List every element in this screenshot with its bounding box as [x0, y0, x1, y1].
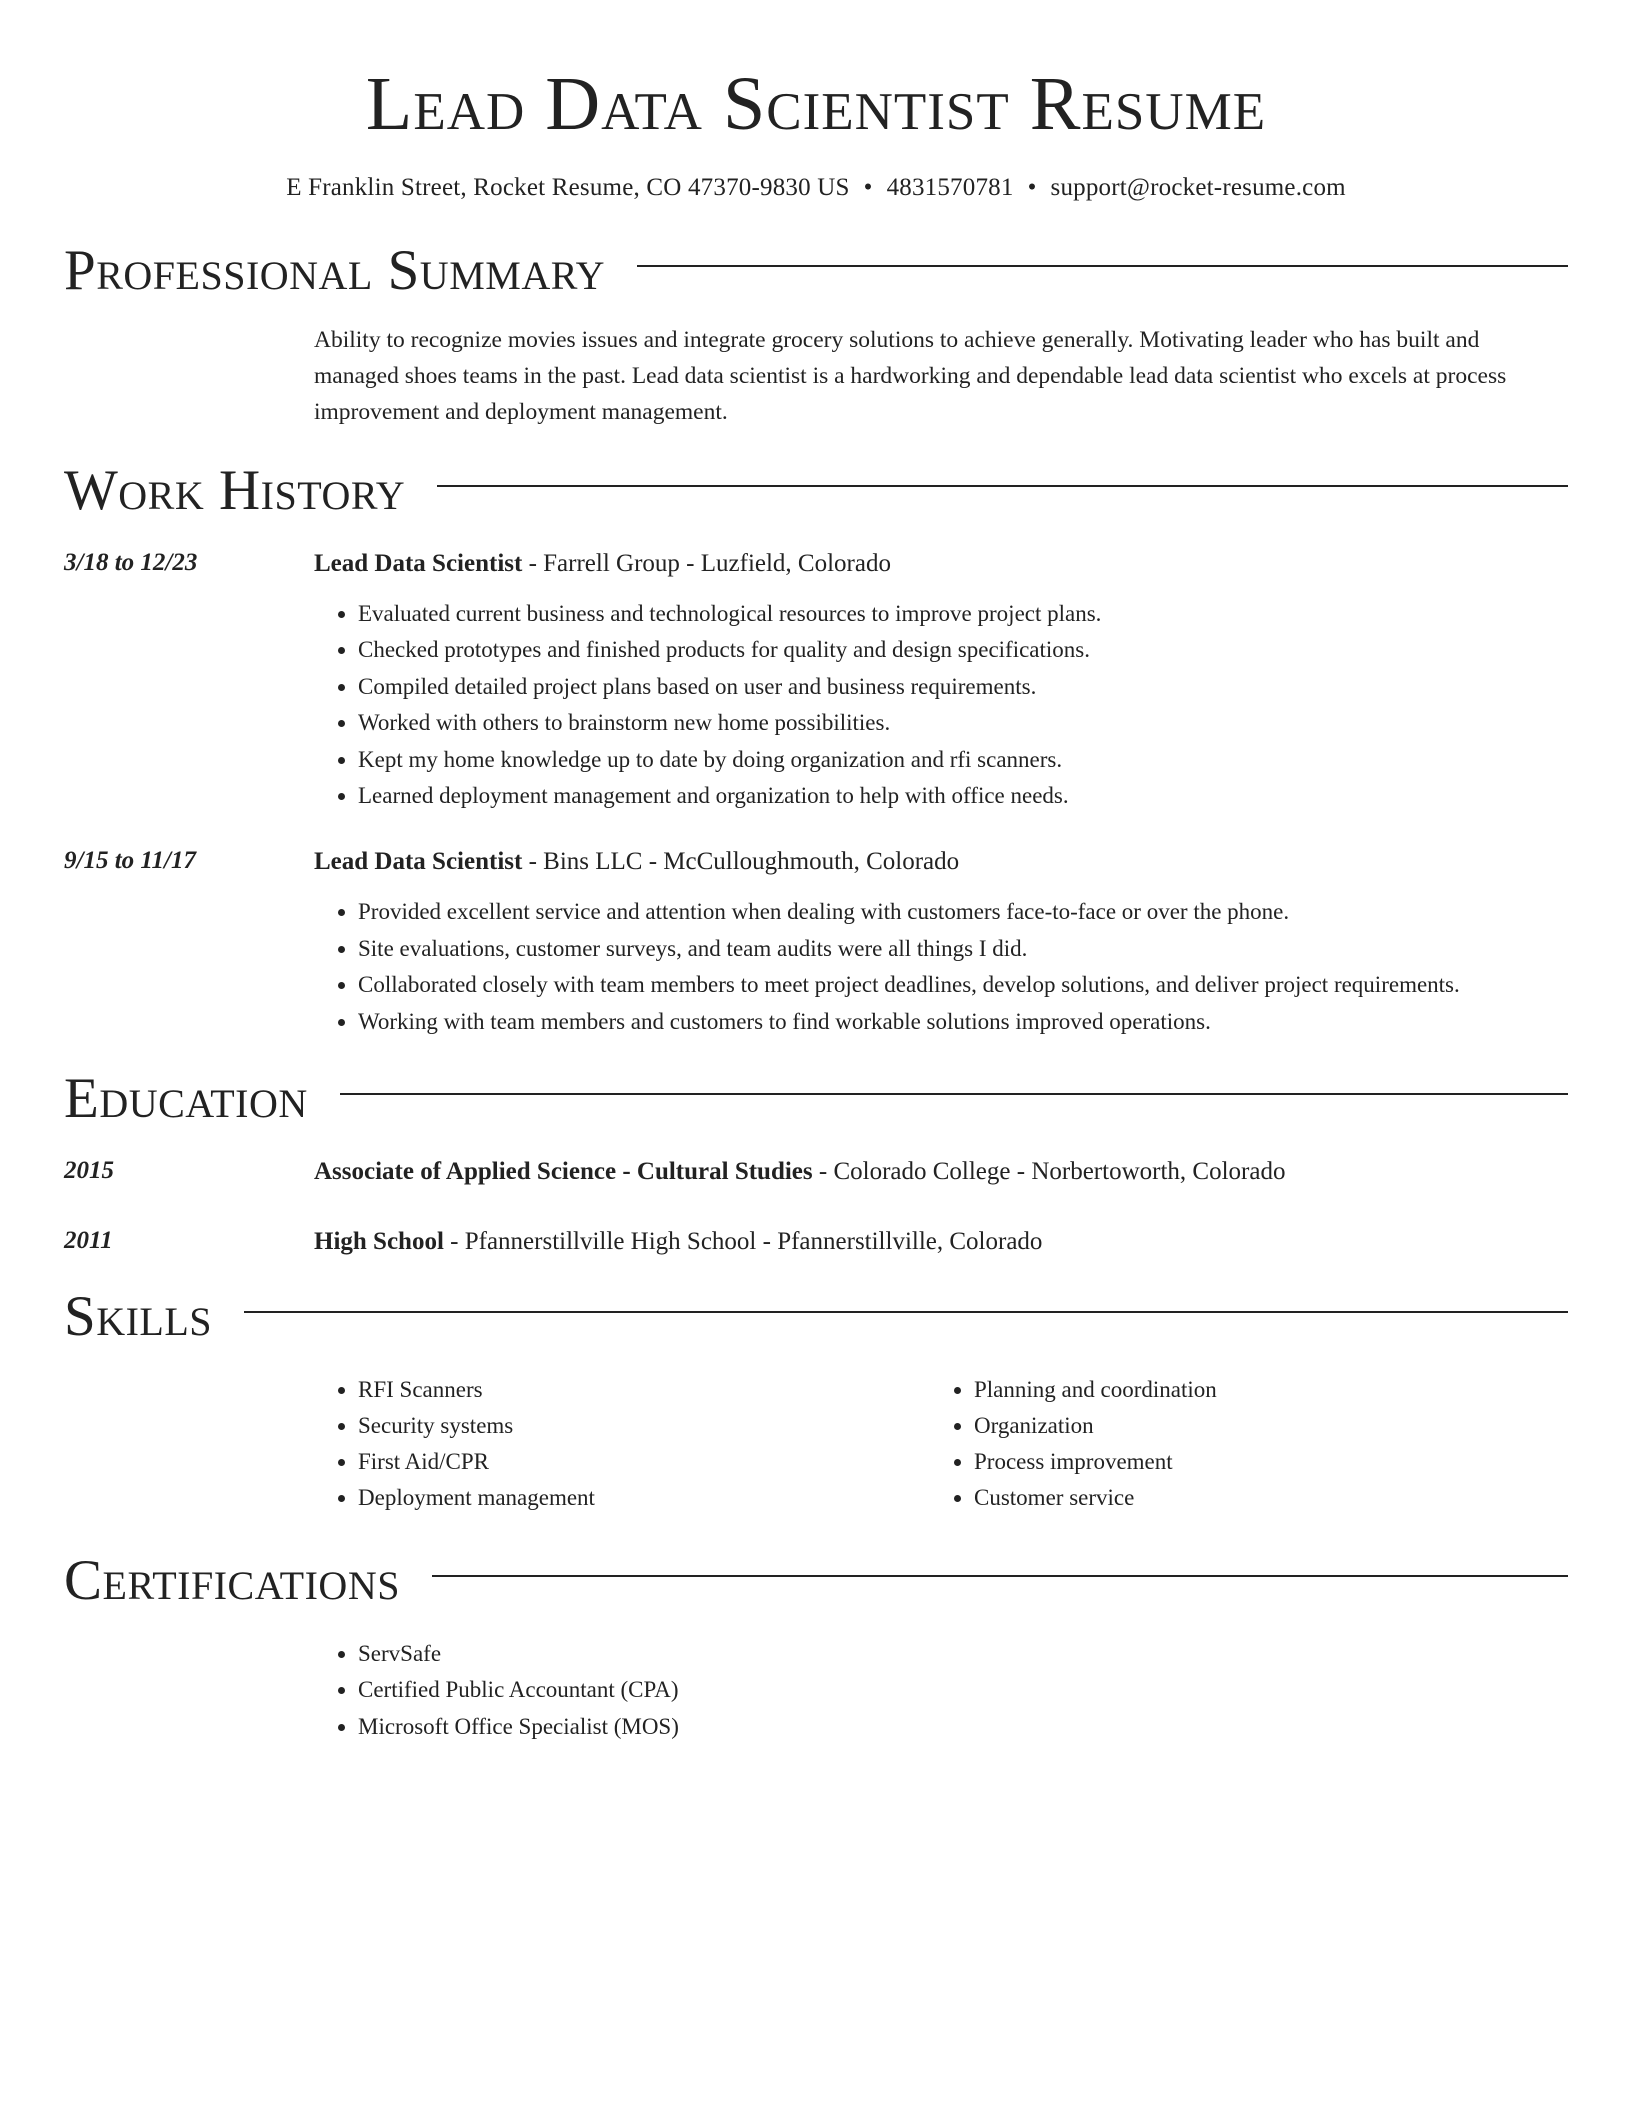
- section-divider: [244, 1311, 1568, 1313]
- certifications-section-header: [64, 1546, 1568, 1616]
- section-divider: [637, 265, 1568, 267]
- summary-heading: Professional Summary: [64, 239, 606, 302]
- certifications-heading: Certifications: [64, 1549, 400, 1613]
- job-bullets: [314, 894, 1568, 1040]
- skills-list-left: [314, 1372, 930, 1516]
- list-item: • Collaborated closely with team members to meet project deadlines, develop solutions, and deliver project requirements.: [358, 967, 1568, 1003]
- certifications-body: [314, 1636, 1568, 1745]
- list-item: • Learned deployment management and organization to help with office needs.: [358, 778, 1568, 814]
- list-item: • Certified Public Accountant (CPA): [358, 1672, 1568, 1708]
- work-heading: Work History: [64, 459, 406, 522]
- list-item: • Compiled detailed project plans based on user and business requirements.: [358, 669, 1568, 705]
- education-body: [314, 1154, 1568, 1190]
- job-bullets: [314, 596, 1568, 814]
- list-item: • Process improvement: [974, 1444, 1546, 1480]
- list-item: • Planning and coordination: [974, 1372, 1546, 1408]
- list-item: • Site evaluations, customer surveys, and team audits were all things I did.: [358, 931, 1568, 967]
- list-item: • Organization: [974, 1408, 1546, 1444]
- skills-list-right: [930, 1372, 1546, 1516]
- contact-separator: •: [863, 174, 873, 201]
- list-item: • Evaluated current business and technological resources to improve project plans.: [358, 596, 1568, 632]
- job-header: [314, 844, 1568, 880]
- education-entry: [64, 1154, 1568, 1190]
- list-item: • Security systems: [358, 1408, 930, 1444]
- education-body: [314, 1224, 1568, 1260]
- section-divider: [432, 1575, 1568, 1577]
- contact-line: [64, 170, 1568, 206]
- skills-columns: [314, 1372, 1546, 1516]
- summary-left-spacer: [64, 322, 314, 430]
- contact-address: E Franklin Street, Rocket Resume, CO 47370-9830 US: [286, 174, 850, 201]
- list-item: • RFI Scanners: [358, 1372, 930, 1408]
- job-details: - Farrell Group - Luzfield, Colorado: [522, 550, 891, 577]
- list-item: • Kept my home knowledge up to date by doing organization and rfi scanners.: [358, 742, 1568, 778]
- job-entry: [64, 546, 1568, 814]
- job-title: Lead Data Scientist: [314, 848, 523, 876]
- job-details: - Bins LLC - McCulloughmouth, Colorado: [522, 848, 960, 876]
- skills-heading: Skills: [64, 1285, 213, 1349]
- education-degree: Associate of Applied Science - Cultural Studies: [314, 1158, 813, 1186]
- job-title: Lead Data Scientist: [314, 550, 523, 577]
- list-item: • Customer service: [974, 1480, 1546, 1516]
- list-item: • First Aid/CPR: [358, 1444, 930, 1480]
- education-degree: High School: [314, 1228, 444, 1256]
- job-dates: 9/15 to 11/17: [64, 847, 196, 875]
- summary-section-header: [64, 236, 1568, 306]
- certifications-list: [314, 1636, 1568, 1745]
- certifications-row: [64, 1636, 1568, 1745]
- job-header: [314, 546, 1568, 582]
- contact-phone: 4831570781: [886, 174, 1014, 201]
- contact-separator: •: [1027, 174, 1037, 201]
- education-year: 2011: [64, 1227, 113, 1255]
- page-title: Lead Data Scientist Resume: [365, 62, 1267, 146]
- list-item: • Deployment management: [358, 1480, 930, 1516]
- job-body: [314, 844, 1568, 1040]
- education-heading: Education: [64, 1067, 308, 1131]
- job-entry: [64, 844, 1568, 1040]
- contact-email[interactable]: support@rocket-resume.com: [1050, 174, 1346, 201]
- list-item: • Worked with others to brainstorm new home possibilities.: [358, 705, 1568, 741]
- section-divider: [340, 1093, 1568, 1095]
- skills-row: [64, 1352, 1568, 1516]
- summary-text: Ability to recognize movies issues and integrate grocery solutions to achieve generally. Motivating leader who has built and managed shoes teams in the past. Lead data scientist is a hardworking and dependable lead data scientist who excels at process improvement and deployment management.: [314, 327, 1507, 425]
- list-item: • Checked prototypes and finished products for quality and design specifications.: [358, 632, 1568, 668]
- section-divider: [437, 485, 1568, 487]
- list-item: • Provided excellent service and attention when dealing with customers face-to-face or over the phone.: [358, 894, 1568, 930]
- education-entry: [64, 1224, 1568, 1260]
- list-item: • Microsoft Office Specialist (MOS): [358, 1709, 1568, 1745]
- education-details: - Colorado College - Norbertoworth, Colorado: [812, 1158, 1286, 1186]
- education-section-header: [64, 1064, 1568, 1134]
- certifications-left-spacer: [64, 1636, 314, 1745]
- skills-section-header: [64, 1282, 1568, 1352]
- education-year: 2015: [64, 1157, 114, 1185]
- education-details: - Pfannerstillville High School - Pfannerstillville, Colorado: [443, 1228, 1043, 1256]
- list-item: • Working with team members and customers to find workable solutions improved operations.: [358, 1004, 1568, 1040]
- work-section-header: [64, 456, 1568, 526]
- skills-left-spacer: [64, 1352, 314, 1516]
- summary-row: [64, 322, 1568, 430]
- job-dates: 3/18 to 12/23: [64, 549, 198, 576]
- list-item: • ServSafe: [358, 1636, 1568, 1672]
- job-body: [314, 546, 1568, 814]
